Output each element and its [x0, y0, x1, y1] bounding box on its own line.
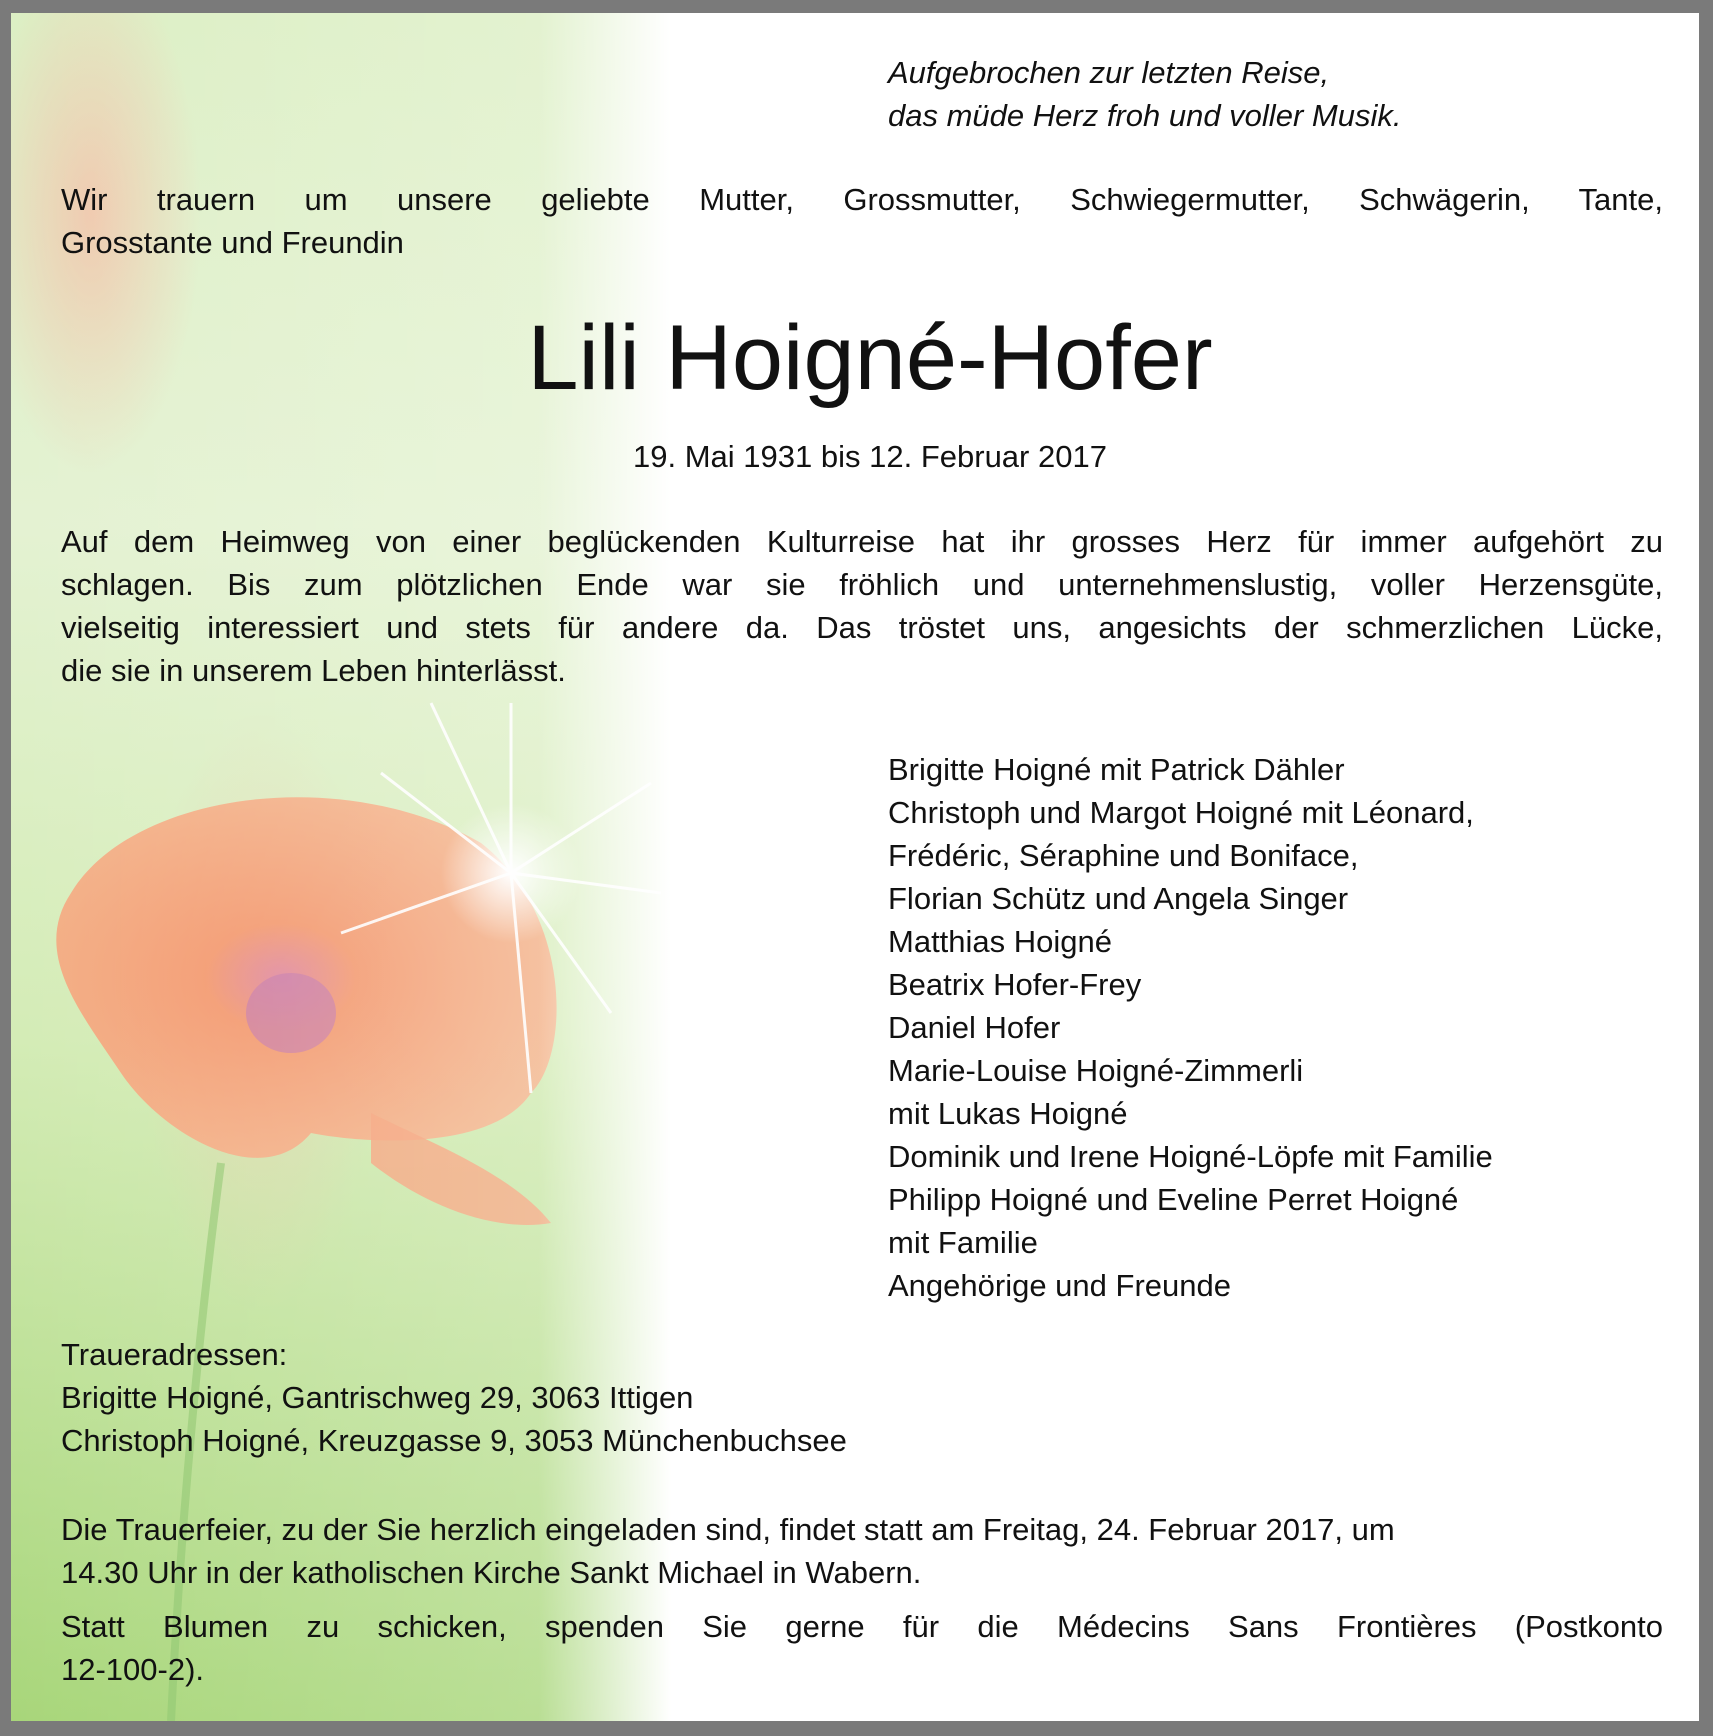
addresses-label: Traueradressen:: [61, 1337, 288, 1372]
paragraph-line: vielseitig interessiert und stets für andere da. Das tröstet uns, angesichts der schmerzlichen Lücke,: [61, 610, 1663, 645]
intro-text: [61, 178, 1663, 264]
mourner: Dominik und Irene Hoigné-Löpfe mit Familie: [888, 1139, 1493, 1174]
mourner: Matthias Hoigné: [888, 924, 1113, 959]
donation-info: [61, 1605, 1663, 1691]
tribute-paragraph: [61, 520, 1663, 692]
mourner: Christoph und Margot Hoigné mit Léonard,: [888, 795, 1474, 830]
mourning-addresses: [61, 1333, 847, 1462]
service-line: 14.30 Uhr in der katholischen Kirche Sankt Michael in Wabern.: [61, 1555, 922, 1590]
paragraph-line: Auf dem Heimweg von einer beglückenden Kulturreise hat ihr grosses Herz für immer aufgehört zu: [61, 524, 1663, 559]
mourner: Florian Schütz und Angela Singer: [888, 881, 1349, 916]
mourner: mit Lukas Hoigné: [888, 1096, 1128, 1131]
address-line: Brigitte Hoigné, Gantrischweg 29, 3063 Ittigen: [61, 1380, 694, 1415]
paragraph-line: schlagen. Bis zum plötzlichen Ende war sie fröhlich und unternehmenslustig, voller Herzensgüte,: [61, 567, 1663, 602]
life-dates: 19. Mai 1931 bis 12. Februar 2017: [633, 439, 1107, 474]
intro-line: Grosstante und Freundin: [61, 225, 404, 260]
deceased-name: Lili Hoigné-Hofer: [527, 307, 1213, 409]
mourner: Daniel Hofer: [888, 1010, 1061, 1045]
epigraph-line: Aufgebrochen zur letzten Reise,: [888, 55, 1330, 90]
obituary-card: [11, 13, 1699, 1721]
epigraph: [888, 51, 1401, 137]
mourner: Frédéric, Séraphine und Boniface,: [888, 838, 1359, 873]
address-line: Christoph Hoigné, Kreuzgasse 9, 3053 Münchenbuchsee: [61, 1423, 847, 1458]
mourner: Philipp Hoigné und Eveline Perret Hoigné: [888, 1182, 1459, 1217]
mourner: Brigitte Hoigné mit Patrick Dähler: [888, 752, 1345, 787]
donation-line: 12-100-2).: [61, 1652, 205, 1687]
mourner: Angehörige und Freunde: [888, 1268, 1231, 1303]
intro-line: Wir trauern um unsere geliebte Mutter, Grossmutter, Schwiegermutter, Schwägerin, Tante,: [61, 182, 1663, 217]
poppy-background-image: [11, 13, 671, 1721]
paragraph-line: die sie in unserem Leben hinterlässt.: [61, 653, 566, 688]
funeral-service-info: [61, 1508, 1395, 1594]
mourners-list: [888, 748, 1493, 1307]
donation-line: Statt Blumen zu schicken, spenden Sie gerne für die Médecins Sans Frontières (Postkonto: [61, 1609, 1663, 1644]
mourner: Beatrix Hofer-Frey: [888, 967, 1142, 1002]
mourner: Marie-Louise Hoigné-Zimmerli: [888, 1053, 1304, 1088]
service-line: Die Trauerfeier, zu der Sie herzlich eingeladen sind, findet statt am Freitag, 24. Februar 2017, um: [61, 1512, 1395, 1547]
epigraph-line: das müde Herz froh und voller Musik.: [888, 98, 1402, 133]
mourner: mit Familie: [888, 1225, 1038, 1260]
